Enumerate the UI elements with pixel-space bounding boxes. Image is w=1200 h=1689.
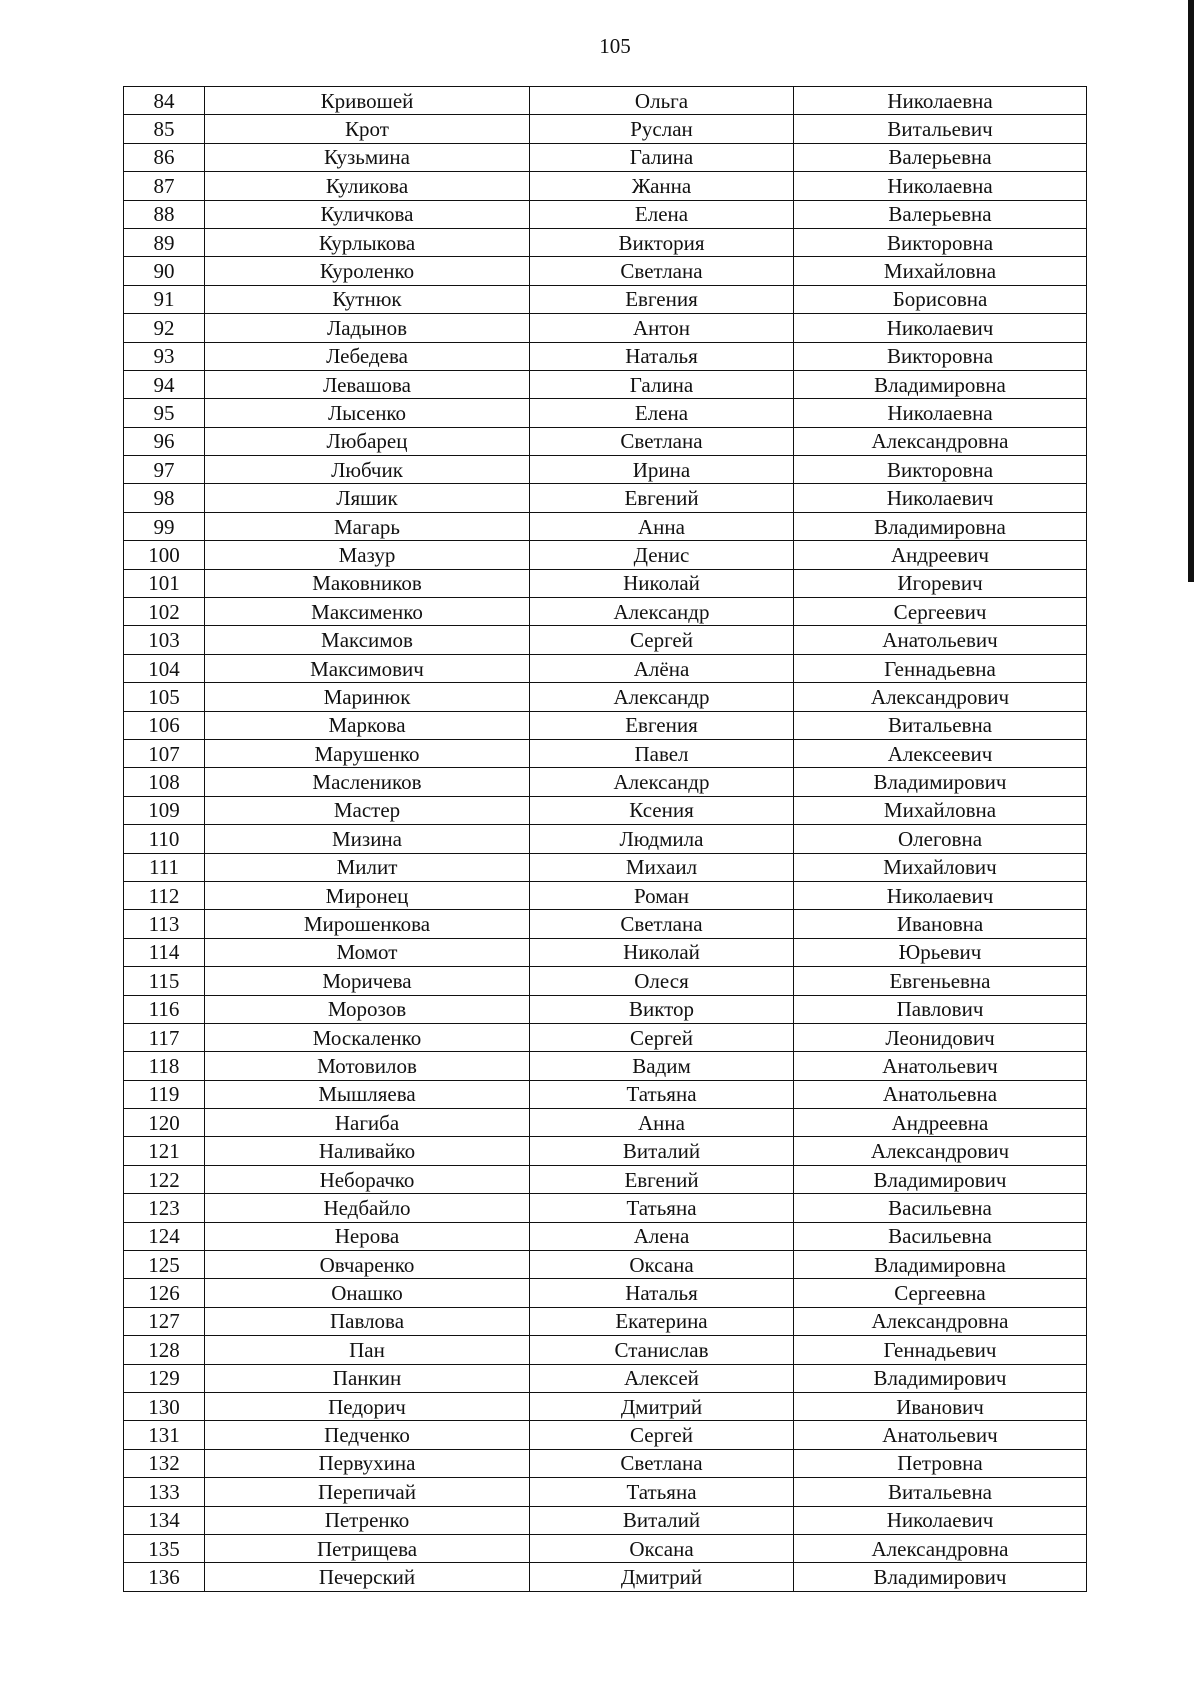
row-number-cell: 100 xyxy=(124,541,205,569)
table-row xyxy=(124,1534,1087,1562)
table-row xyxy=(124,87,1087,115)
row-number-cell: 94 xyxy=(124,370,205,398)
first-name-cell: Светлана xyxy=(530,257,794,285)
patronymic-cell: Иванович xyxy=(794,1392,1087,1420)
table-row xyxy=(124,967,1087,995)
last-name-cell: Мирошенкова xyxy=(205,910,530,938)
last-name-cell: Мышляева xyxy=(205,1080,530,1108)
first-name-cell: Виталий xyxy=(530,1506,794,1534)
last-name-cell: Максимович xyxy=(205,654,530,682)
first-name-cell: Татьяна xyxy=(530,1478,794,1506)
row-number-cell: 123 xyxy=(124,1194,205,1222)
last-name-cell: Моричева xyxy=(205,967,530,995)
last-name-cell: Перепичай xyxy=(205,1478,530,1506)
last-name-cell: Крот xyxy=(205,115,530,143)
row-number-cell: 124 xyxy=(124,1222,205,1250)
last-name-cell: Миронец xyxy=(205,881,530,909)
row-number-cell: 99 xyxy=(124,512,205,540)
table-row xyxy=(124,484,1087,512)
first-name-cell: Виталий xyxy=(530,1137,794,1165)
scan-edge-line xyxy=(1188,0,1194,582)
roster-table xyxy=(123,86,1087,1592)
first-name-cell: Руслан xyxy=(530,115,794,143)
last-name-cell: Куроленко xyxy=(205,257,530,285)
patronymic-cell: Сергеевна xyxy=(794,1279,1087,1307)
first-name-cell: Оксана xyxy=(530,1534,794,1562)
table-row xyxy=(124,257,1087,285)
first-name-cell: Людмила xyxy=(530,825,794,853)
table-row xyxy=(124,143,1087,171)
last-name-cell: Кривошей xyxy=(205,87,530,115)
table-row xyxy=(124,456,1087,484)
table-row xyxy=(124,342,1087,370)
patronymic-cell: Александровна xyxy=(794,427,1087,455)
patronymic-cell: Владимировна xyxy=(794,1251,1087,1279)
row-number-cell: 89 xyxy=(124,228,205,256)
table-row xyxy=(124,598,1087,626)
row-number-cell: 85 xyxy=(124,115,205,143)
last-name-cell: Любарец xyxy=(205,427,530,455)
first-name-cell: Вадим xyxy=(530,1052,794,1080)
patronymic-cell: Викторовна xyxy=(794,228,1087,256)
table-row xyxy=(124,1222,1087,1250)
row-number-cell: 95 xyxy=(124,399,205,427)
last-name-cell: Магарь xyxy=(205,512,530,540)
first-name-cell: Николай xyxy=(530,569,794,597)
last-name-cell: Маркова xyxy=(205,711,530,739)
patronymic-cell: Владимирович xyxy=(794,1364,1087,1392)
row-number-cell: 98 xyxy=(124,484,205,512)
first-name-cell: Оксана xyxy=(530,1251,794,1279)
patronymic-cell: Геннадьевич xyxy=(794,1336,1087,1364)
table-row xyxy=(124,1563,1087,1591)
patronymic-cell: Владимирович xyxy=(794,1165,1087,1193)
table-row xyxy=(124,853,1087,881)
patronymic-cell: Валерьевна xyxy=(794,143,1087,171)
last-name-cell: Мотовилов xyxy=(205,1052,530,1080)
table-row xyxy=(124,1336,1087,1364)
patronymic-cell: Евгеньевна xyxy=(794,967,1087,995)
row-number-cell: 113 xyxy=(124,910,205,938)
last-name-cell: Милит xyxy=(205,853,530,881)
row-number-cell: 96 xyxy=(124,427,205,455)
patronymic-cell: Ивановна xyxy=(794,910,1087,938)
first-name-cell: Евгения xyxy=(530,285,794,313)
first-name-cell: Анна xyxy=(530,1109,794,1137)
row-number-cell: 109 xyxy=(124,796,205,824)
first-name-cell: Ирина xyxy=(530,456,794,484)
row-number-cell: 114 xyxy=(124,938,205,966)
first-name-cell: Роман xyxy=(530,881,794,909)
table-row xyxy=(124,200,1087,228)
last-name-cell: Мастер xyxy=(205,796,530,824)
patronymic-cell: Николаевна xyxy=(794,399,1087,427)
table-row xyxy=(124,285,1087,313)
row-number-cell: 126 xyxy=(124,1279,205,1307)
first-name-cell: Алёна xyxy=(530,654,794,682)
patronymic-cell: Юрьевич xyxy=(794,938,1087,966)
row-number-cell: 112 xyxy=(124,881,205,909)
row-number-cell: 91 xyxy=(124,285,205,313)
row-number-cell: 84 xyxy=(124,87,205,115)
patronymic-cell: Николаевна xyxy=(794,172,1087,200)
row-number-cell: 122 xyxy=(124,1165,205,1193)
patronymic-cell: Владимирович xyxy=(794,768,1087,796)
table-row xyxy=(124,1080,1087,1108)
first-name-cell: Николай xyxy=(530,938,794,966)
table-row xyxy=(124,1052,1087,1080)
patronymic-cell: Михайловна xyxy=(794,796,1087,824)
table-row xyxy=(124,796,1087,824)
first-name-cell: Александр xyxy=(530,598,794,626)
last-name-cell: Нерова xyxy=(205,1222,530,1250)
patronymic-cell: Леонидович xyxy=(794,1023,1087,1051)
last-name-cell: Наливайко xyxy=(205,1137,530,1165)
last-name-cell: Кутнюк xyxy=(205,285,530,313)
table-row xyxy=(124,172,1087,200)
row-number-cell: 134 xyxy=(124,1506,205,1534)
patronymic-cell: Сергеевич xyxy=(794,598,1087,626)
last-name-cell: Мизина xyxy=(205,825,530,853)
row-number-cell: 87 xyxy=(124,172,205,200)
first-name-cell: Анна xyxy=(530,512,794,540)
table-row xyxy=(124,711,1087,739)
patronymic-cell: Николаевич xyxy=(794,484,1087,512)
first-name-cell: Жанна xyxy=(530,172,794,200)
row-number-cell: 104 xyxy=(124,654,205,682)
patronymic-cell: Витальевич xyxy=(794,115,1087,143)
row-number-cell: 135 xyxy=(124,1534,205,1562)
table-row xyxy=(124,1251,1087,1279)
row-number-cell: 132 xyxy=(124,1449,205,1477)
table-row xyxy=(124,314,1087,342)
table-row xyxy=(124,541,1087,569)
patronymic-cell: Владимирович xyxy=(794,1563,1087,1591)
patronymic-cell: Витальевна xyxy=(794,1478,1087,1506)
first-name-cell: Алена xyxy=(530,1222,794,1250)
row-number-cell: 92 xyxy=(124,314,205,342)
last-name-cell: Маслеников xyxy=(205,768,530,796)
patronymic-cell: Михайлович xyxy=(794,853,1087,881)
table-row xyxy=(124,1392,1087,1420)
row-number-cell: 110 xyxy=(124,825,205,853)
row-number-cell: 103 xyxy=(124,626,205,654)
row-number-cell: 93 xyxy=(124,342,205,370)
last-name-cell: Марушенко xyxy=(205,739,530,767)
first-name-cell: Олеся xyxy=(530,967,794,995)
last-name-cell: Морозов xyxy=(205,995,530,1023)
patronymic-cell: Николаевна xyxy=(794,87,1087,115)
row-number-cell: 136 xyxy=(124,1563,205,1591)
last-name-cell: Пан xyxy=(205,1336,530,1364)
last-name-cell: Куличкова xyxy=(205,200,530,228)
row-number-cell: 90 xyxy=(124,257,205,285)
table-row xyxy=(124,910,1087,938)
row-number-cell: 130 xyxy=(124,1392,205,1420)
patronymic-cell: Викторовна xyxy=(794,342,1087,370)
last-name-cell: Петрищева xyxy=(205,1534,530,1562)
patronymic-cell: Николаевич xyxy=(794,314,1087,342)
row-number-cell: 88 xyxy=(124,200,205,228)
patronymic-cell: Николаевич xyxy=(794,881,1087,909)
table-row xyxy=(124,399,1087,427)
last-name-cell: Ляшик xyxy=(205,484,530,512)
last-name-cell: Овчаренко xyxy=(205,1251,530,1279)
first-name-cell: Ксения xyxy=(530,796,794,824)
last-name-cell: Курлыкова xyxy=(205,228,530,256)
first-name-cell: Галина xyxy=(530,143,794,171)
last-name-cell: Москаленко xyxy=(205,1023,530,1051)
last-name-cell: Лебедева xyxy=(205,342,530,370)
patronymic-cell: Владимировна xyxy=(794,512,1087,540)
page-number: 105 xyxy=(599,34,631,58)
row-number-cell: 117 xyxy=(124,1023,205,1051)
last-name-cell: Педорич xyxy=(205,1392,530,1420)
first-name-cell: Виктор xyxy=(530,995,794,1023)
last-name-cell: Кузьмина xyxy=(205,143,530,171)
row-number-cell: 107 xyxy=(124,739,205,767)
last-name-cell: Онашко xyxy=(205,1279,530,1307)
patronymic-cell: Витальевна xyxy=(794,711,1087,739)
row-number-cell: 129 xyxy=(124,1364,205,1392)
last-name-cell: Педченко xyxy=(205,1421,530,1449)
last-name-cell: Левашова xyxy=(205,370,530,398)
last-name-cell: Ладынов xyxy=(205,314,530,342)
table-row xyxy=(124,1109,1087,1137)
patronymic-cell: Анатольевна xyxy=(794,1080,1087,1108)
first-name-cell: Светлана xyxy=(530,910,794,938)
patronymic-cell: Борисовна xyxy=(794,285,1087,313)
first-name-cell: Наталья xyxy=(530,1279,794,1307)
row-number-cell: 101 xyxy=(124,569,205,597)
first-name-cell: Дмитрий xyxy=(530,1563,794,1591)
first-name-cell: Денис xyxy=(530,541,794,569)
patronymic-cell: Андреевич xyxy=(794,541,1087,569)
first-name-cell: Павел xyxy=(530,739,794,767)
last-name-cell: Момот xyxy=(205,938,530,966)
patronymic-cell: Александрович xyxy=(794,1137,1087,1165)
row-number-cell: 120 xyxy=(124,1109,205,1137)
row-number-cell: 105 xyxy=(124,683,205,711)
first-name-cell: Александр xyxy=(530,768,794,796)
patronymic-cell: Васильевна xyxy=(794,1222,1087,1250)
first-name-cell: Виктория xyxy=(530,228,794,256)
first-name-cell: Светлана xyxy=(530,1449,794,1477)
first-name-cell: Михаил xyxy=(530,853,794,881)
last-name-cell: Петренко xyxy=(205,1506,530,1534)
first-name-cell: Станислав xyxy=(530,1336,794,1364)
table-row xyxy=(124,427,1087,455)
table-row xyxy=(124,1023,1087,1051)
first-name-cell: Ольга xyxy=(530,87,794,115)
last-name-cell: Любчик xyxy=(205,456,530,484)
first-name-cell: Наталья xyxy=(530,342,794,370)
first-name-cell: Светлана xyxy=(530,427,794,455)
table-row xyxy=(124,1506,1087,1534)
first-name-cell: Дмитрий xyxy=(530,1392,794,1420)
first-name-cell: Евгения xyxy=(530,711,794,739)
patronymic-cell: Павлович xyxy=(794,995,1087,1023)
table-row xyxy=(124,938,1087,966)
patronymic-cell: Васильевна xyxy=(794,1194,1087,1222)
patronymic-cell: Анатольевич xyxy=(794,626,1087,654)
patronymic-cell: Александрович xyxy=(794,683,1087,711)
first-name-cell: Елена xyxy=(530,200,794,228)
table-row xyxy=(124,370,1087,398)
last-name-cell: Неборачко xyxy=(205,1165,530,1193)
table-row xyxy=(124,768,1087,796)
patronymic-cell: Александровна xyxy=(794,1307,1087,1335)
row-number-cell: 118 xyxy=(124,1052,205,1080)
last-name-cell: Павлова xyxy=(205,1307,530,1335)
last-name-cell: Лысенко xyxy=(205,399,530,427)
row-number-cell: 111 xyxy=(124,853,205,881)
row-number-cell: 133 xyxy=(124,1478,205,1506)
last-name-cell: Панкин xyxy=(205,1364,530,1392)
last-name-cell: Максименко xyxy=(205,598,530,626)
patronymic-cell: Андреевна xyxy=(794,1109,1087,1137)
row-number-cell: 97 xyxy=(124,456,205,484)
row-number-cell: 102 xyxy=(124,598,205,626)
table-row xyxy=(124,825,1087,853)
row-number-cell: 86 xyxy=(124,143,205,171)
roster-table-body xyxy=(124,87,1087,1592)
patronymic-cell: Петровна xyxy=(794,1449,1087,1477)
last-name-cell: Маринюк xyxy=(205,683,530,711)
patronymic-cell: Геннадьевна xyxy=(794,654,1087,682)
table-row xyxy=(124,654,1087,682)
first-name-cell: Татьяна xyxy=(530,1194,794,1222)
patronymic-cell: Алексеевич xyxy=(794,739,1087,767)
row-number-cell: 106 xyxy=(124,711,205,739)
table-row xyxy=(124,1279,1087,1307)
row-number-cell: 121 xyxy=(124,1137,205,1165)
patronymic-cell: Николаевич xyxy=(794,1506,1087,1534)
table-row xyxy=(124,1449,1087,1477)
table-row xyxy=(124,1137,1087,1165)
table-row xyxy=(124,1364,1087,1392)
row-number-cell: 125 xyxy=(124,1251,205,1279)
first-name-cell: Галина xyxy=(530,370,794,398)
last-name-cell: Куликова xyxy=(205,172,530,200)
first-name-cell: Антон xyxy=(530,314,794,342)
row-number-cell: 115 xyxy=(124,967,205,995)
first-name-cell: Елена xyxy=(530,399,794,427)
table-row xyxy=(124,115,1087,143)
first-name-cell: Евгений xyxy=(530,484,794,512)
row-number-cell: 131 xyxy=(124,1421,205,1449)
table-row xyxy=(124,626,1087,654)
last-name-cell: Максимов xyxy=(205,626,530,654)
last-name-cell: Первухина xyxy=(205,1449,530,1477)
patronymic-cell: Анатольевич xyxy=(794,1421,1087,1449)
patronymic-cell: Александровна xyxy=(794,1534,1087,1562)
last-name-cell: Печерский xyxy=(205,1563,530,1591)
first-name-cell: Сергей xyxy=(530,626,794,654)
last-name-cell: Нагиба xyxy=(205,1109,530,1137)
row-number-cell: 119 xyxy=(124,1080,205,1108)
table-row xyxy=(124,1194,1087,1222)
patronymic-cell: Викторовна xyxy=(794,456,1087,484)
first-name-cell: Сергей xyxy=(530,1421,794,1449)
table-row xyxy=(124,1165,1087,1193)
table-row xyxy=(124,512,1087,540)
first-name-cell: Екатерина xyxy=(530,1307,794,1335)
row-number-cell: 128 xyxy=(124,1336,205,1364)
table-row xyxy=(124,995,1087,1023)
last-name-cell: Мазур xyxy=(205,541,530,569)
table-row xyxy=(124,683,1087,711)
table-row xyxy=(124,739,1087,767)
table-row xyxy=(124,569,1087,597)
patronymic-cell: Анатольевич xyxy=(794,1052,1087,1080)
patronymic-cell: Игоревич xyxy=(794,569,1087,597)
first-name-cell: Татьяна xyxy=(530,1080,794,1108)
last-name-cell: Маковников xyxy=(205,569,530,597)
first-name-cell: Алексей xyxy=(530,1364,794,1392)
first-name-cell: Евгений xyxy=(530,1165,794,1193)
last-name-cell: Недбайло xyxy=(205,1194,530,1222)
table-row xyxy=(124,228,1087,256)
patronymic-cell: Олеговна xyxy=(794,825,1087,853)
patronymic-cell: Владимировна xyxy=(794,370,1087,398)
row-number-cell: 116 xyxy=(124,995,205,1023)
first-name-cell: Сергей xyxy=(530,1023,794,1051)
patronymic-cell: Валерьевна xyxy=(794,200,1087,228)
row-number-cell: 127 xyxy=(124,1307,205,1335)
table-row xyxy=(124,881,1087,909)
table-row xyxy=(124,1478,1087,1506)
table-row xyxy=(124,1421,1087,1449)
first-name-cell: Александр xyxy=(530,683,794,711)
table-row xyxy=(124,1307,1087,1335)
row-number-cell: 108 xyxy=(124,768,205,796)
patronymic-cell: Михайловна xyxy=(794,257,1087,285)
